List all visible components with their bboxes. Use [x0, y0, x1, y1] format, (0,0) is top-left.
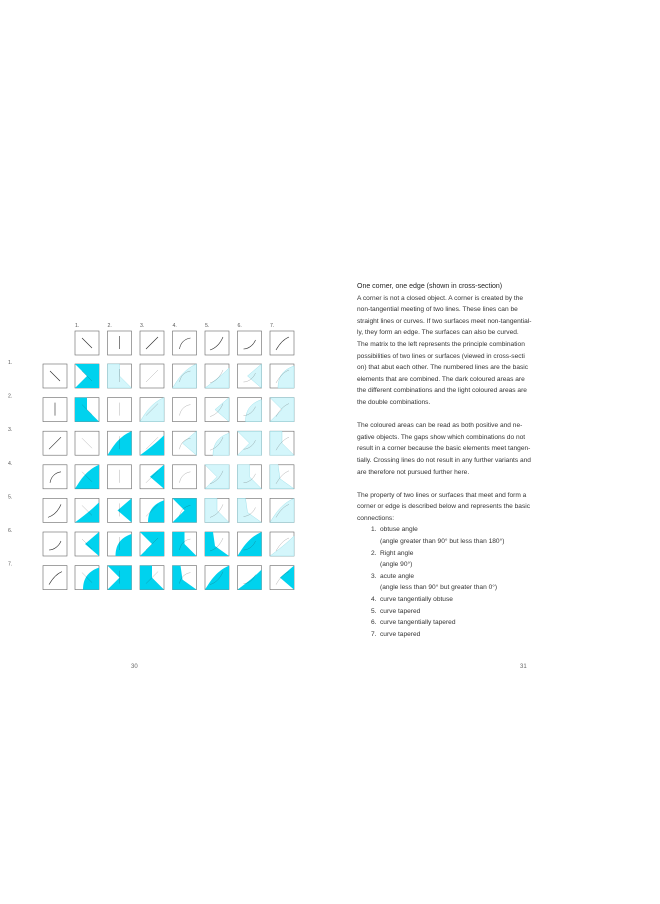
row-label: 5. — [8, 494, 13, 501]
row-header-box — [43, 465, 67, 489]
column-header-box — [173, 331, 197, 355]
list-item: 2. Right angle (angle 90°) — [371, 549, 414, 569]
row-header-box — [43, 498, 67, 522]
column-header-box — [270, 331, 294, 355]
matrix-cell — [173, 465, 197, 489]
row-label: 4. — [8, 460, 13, 467]
column-label: 3. — [140, 323, 145, 329]
column-label: 1. — [75, 323, 80, 329]
section-heading: One corner, one edge (shown in cross-section) — [357, 283, 503, 290]
paragraph-intro: A corner is not a closed object. A corner is created by the non-tangential meeting of two lines. These lines can be straight lines or curves. If two surfaces meet non-tangential- ly, they form an edge. The surfaces can also be curved. The matrix to the left represents the principle combination possibilities of two lines or surfaces (viewed in cross-secti on) that abut each other. The numbered lines are the basic elements that are combined. The dark coloured areas are the different combinations and the light coloured areas are the double combinations. — [357, 294, 532, 406]
row-label: 3. — [8, 427, 13, 434]
explanatory-text — [357, 281, 567, 640]
row-label: 1. — [8, 360, 13, 366]
page-number-left: 30 — [131, 664, 138, 670]
column-header-box — [238, 331, 262, 355]
column-label: 4. — [172, 323, 177, 329]
matrix-cell — [173, 398, 197, 422]
page-number-right: 31 — [520, 664, 527, 670]
list-item: 1. obtuse angle (angle greater than 90° but less than 180°) — [371, 526, 505, 546]
column-label: 2. — [107, 323, 112, 329]
list-item: 7. curve tapered — [371, 630, 421, 638]
column-label: 7. — [270, 323, 275, 329]
row-label: 6. — [8, 528, 13, 534]
list-item: 5. curve tapered — [371, 607, 421, 615]
row-header-box — [43, 566, 67, 590]
paragraph-properties: The property of two lines or surfaces that meet and form a corner or edge is described below and represents the basic connections: — [357, 491, 531, 522]
list-item: 4. curve tangentially obtuse — [371, 596, 453, 604]
row-header-box — [43, 532, 67, 556]
column-header-box — [205, 331, 229, 355]
row-label: 7. — [8, 561, 13, 568]
row-label: 2. — [8, 393, 13, 400]
paragraph-reading: The coloured areas can be read as both positive and ne- gative objects. The gaps show which combinations do not result in a corner because the basic elements meet tangen- tially. Crossing lines do not result in any further variants and are therefore not pursued further here. — [357, 422, 531, 476]
list-item: 3. acute angle (angle less than 90° but greater than 0°) — [371, 572, 498, 592]
list-item: 6. curve tangentially tapered — [371, 619, 456, 627]
column-label: 5. — [205, 323, 210, 329]
column-label: 6. — [237, 323, 242, 329]
connection-list — [357, 524, 567, 640]
